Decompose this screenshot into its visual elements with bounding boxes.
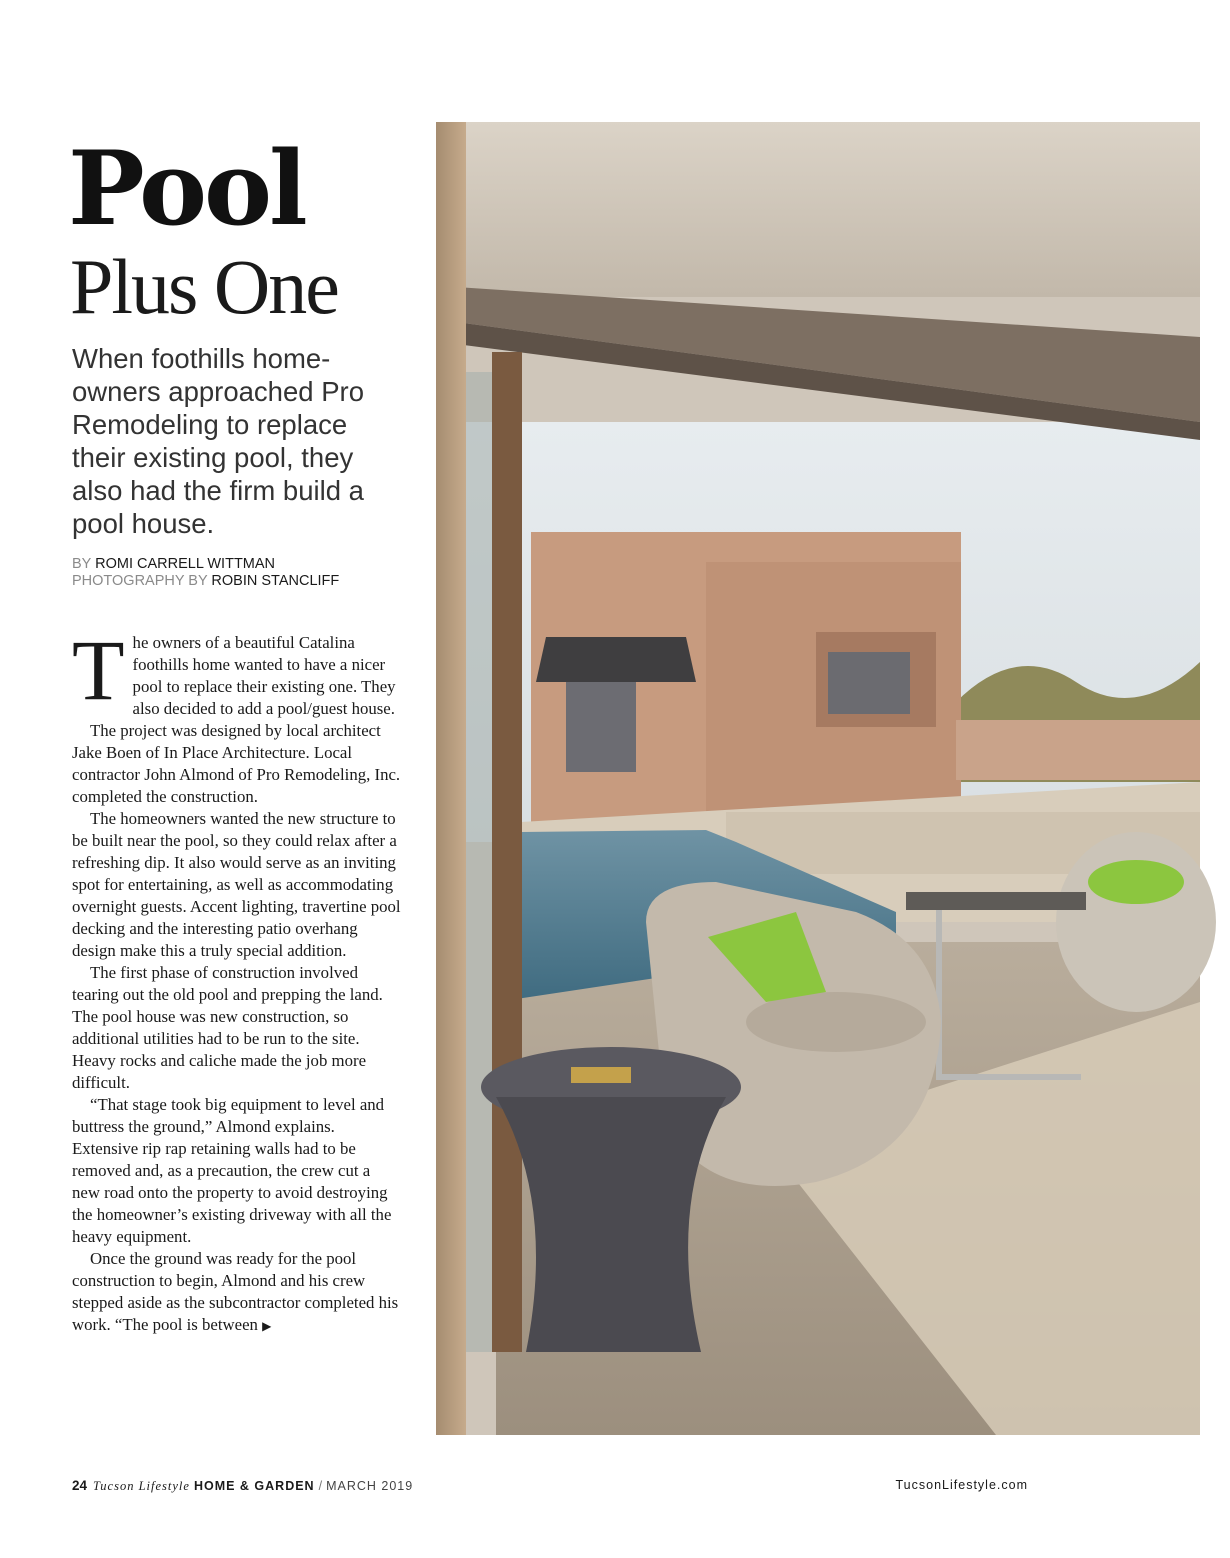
article-paragraph: The first phase of construction involved tearing out the old pool and prepping the land. The pool house was new construction, so additional utilities had to be run to the site. Heavy rocks and caliche made the job more difficult. <box>72 963 383 1092</box>
magazine-name: Tucson Lifestyle <box>93 1479 190 1493</box>
drop-cap: T <box>72 622 125 718</box>
patio-pool-illustration <box>436 122 1200 1435</box>
ceiling <box>436 122 1200 297</box>
author-credit <box>72 556 339 573</box>
headline: Pool <box>68 129 305 249</box>
paragraph-text: Once the ground was ready for the pool construction to begin, Almond and his crew stepped aside as the subcontractor completed his work. “The pool is between <box>72 1249 399 1334</box>
article-paragraph: The homeowners wanted the new structure to be built near the pool, so they could relax after a refreshing dip. It also would serve as an inviting spot for entertaining, as well as accommodating overnight guests. Accent lighting, travertine pool decking and the interesting patio overhang design make this a truly special addition. <box>72 809 401 960</box>
deck-text: When foothills home-owners approached Pro Remodeling to replace their existing pool, they also had the firm build a pool house. <box>72 343 364 539</box>
right-chair-pillow <box>1088 860 1184 904</box>
article-paragraph <box>72 1248 402 1337</box>
byline <box>72 556 339 590</box>
headline-subtitle: Plus One <box>70 243 338 330</box>
house-window-left <box>566 682 636 772</box>
house-window <box>828 652 910 714</box>
footer-separator: / <box>318 1479 323 1493</box>
section-name: HOME & GARDEN <box>193 1479 315 1493</box>
page-footer <box>72 1478 413 1494</box>
author-label: BY <box>72 556 96 572</box>
article-paragraph <box>72 622 402 720</box>
photographer-credit <box>72 573 339 590</box>
armchair-seat <box>746 992 926 1052</box>
website-url: TucsonLifestyle.com <box>895 1478 1028 1492</box>
page-number: 24 <box>72 1478 88 1493</box>
garden-wall <box>956 720 1200 780</box>
article-paragraph: The project was designed by local architect Jake Boen of In Place Architecture. Local contractor John Almond of Pro Remodeling, Inc. completed the construction. <box>72 721 401 806</box>
side-table-base <box>936 1074 1081 1080</box>
photographer-name: ROBIN STANCLIFF <box>211 573 340 589</box>
issue-date: MARCH 2019 <box>326 1479 414 1493</box>
side-table-top <box>906 892 1086 910</box>
author-name: ROMI CARRELL WITTMAN <box>95 556 276 572</box>
glass-door <box>466 372 492 1352</box>
right-armchair <box>1056 832 1216 1012</box>
photo-caption: The entire wall of 10-foot doors folds back easily and disappears, creating a seamless look. <box>890 1504 1229 1538</box>
paragraph-text: he owners of a beautiful Catalina foothills home wanted to have a nicer pool to replace their existing one. They also decided to add a pool/guest house. <box>132 633 396 718</box>
photographer-label: PHOTOGRAPHY BY <box>72 573 212 589</box>
article-body <box>72 622 402 1337</box>
stone-pillar <box>436 122 466 1435</box>
article-paragraph: “That stage took big equipment to level and buttress the ground,” Almond explains. Extensive rip rap retaining walls had to be removed and, as a precaution, the crew cut a new road onto the property to avoid destroying the homeowner’s existing driveway with all the heavy equipment. <box>72 1095 392 1246</box>
awning <box>536 637 696 682</box>
decor-tray <box>571 1067 631 1083</box>
continue-arrow-icon: ▶ <box>262 1319 272 1333</box>
door-frame <box>492 352 522 1352</box>
